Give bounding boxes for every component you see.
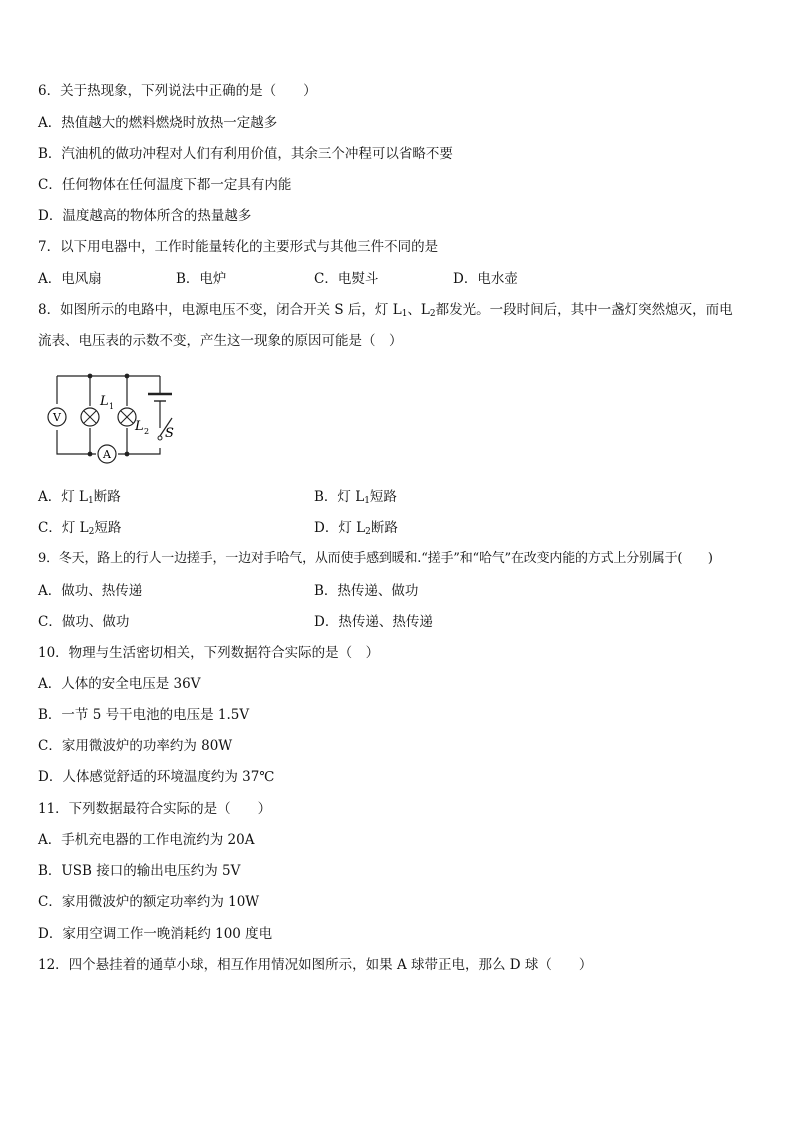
switch-terminal bbox=[158, 436, 162, 440]
q6-option-c: C．任何物体在任何温度下都一定具有内能 bbox=[38, 177, 292, 193]
q7-stem: 7．以下用电器中，工作时能量转化的主要形式与其他三件不同的是 bbox=[38, 239, 439, 255]
q11-option-d: D．家用空调工作一晚消耗约 100 度电 bbox=[38, 926, 273, 942]
q8-stem-part-a: 8．如图所示的电路中，电源电压不变，闭合开关 S 后，灯 L bbox=[38, 302, 402, 318]
q11-option-b: B．USB 接口的输出电压约为 5V bbox=[38, 863, 241, 879]
switch-label: S bbox=[165, 426, 174, 441]
junction-dot bbox=[125, 374, 130, 379]
q11-stem: 11．下列数据最符合实际的是（ ） bbox=[38, 801, 272, 817]
lamp-l2-symbol bbox=[118, 408, 136, 426]
q10-option-c: C．家用微波炉的功率约为 80W bbox=[38, 738, 233, 754]
q6-option-d: D．温度越高的物体所含的热量越多 bbox=[38, 208, 252, 224]
q12-stem: 12．四个悬挂着的通草小球，相互作用情况如图所示，如果 A 球带正电，那么 D 球（ ） bbox=[38, 957, 593, 973]
q8-stem-sub2: 2 bbox=[429, 309, 436, 319]
ammeter-symbol bbox=[98, 445, 116, 463]
q8-option-d: D．灯 $L_2$断路 bbox=[314, 520, 398, 537]
lamp-l2-label: L bbox=[135, 419, 144, 434]
q6-option-b: B．汽油机的做功冲程对人们有利用价值，其余三个冲程可以省略不要 bbox=[38, 146, 453, 162]
junction-dot bbox=[125, 452, 130, 457]
q10-option-a: A．人体的安全电压是 36V bbox=[38, 676, 201, 692]
junction-dot bbox=[88, 374, 93, 379]
q7-option-d: D．电水壶 bbox=[453, 271, 518, 287]
q8-stem-line2: 流表、电压表的示数不变，产生这一现象的原因可能是（ ） bbox=[38, 333, 403, 349]
q7-option-b: B．电炉 bbox=[176, 271, 227, 287]
wire-bottom-right bbox=[118, 448, 160, 454]
q8-stem-line1 bbox=[38, 300, 733, 324]
q10-stem: 10．物理与生活密切相关，下列数据符合实际的是（ ） bbox=[38, 645, 380, 661]
q8-option-a: A．灯 $L_1$断路 bbox=[38, 489, 121, 506]
q9-option-b: B．热传递、做功 bbox=[314, 583, 419, 599]
junction-dot bbox=[88, 452, 93, 457]
q7-option-a: A．电风扇 bbox=[38, 271, 102, 287]
q9-stem: 9．冬天，路上的行人一边搓手，一边对手哈气，从而使手感到暖和.“搓手”和“哈气”在改变内能的方式上分别属于( ) bbox=[38, 551, 713, 566]
svg-text:V: V bbox=[53, 411, 61, 424]
q10-option-b: B．一节 5 号干电池的电压是 1.5V bbox=[38, 707, 250, 723]
lamp-l1-symbol bbox=[81, 408, 99, 426]
svg-text:A: A bbox=[103, 448, 111, 461]
q6-stem: 6．关于热现象，下列说法中正确的是（ ） bbox=[38, 83, 317, 99]
q9-option-a: A．做功、热传递 bbox=[38, 583, 143, 599]
q9-option-c: C．做功、做功 bbox=[38, 614, 130, 630]
q7-option-c: C．电熨斗 bbox=[314, 271, 379, 287]
lamp-l1-subscript: 1 bbox=[109, 402, 115, 411]
q9-option-d: D．热传递、热传递 bbox=[314, 614, 433, 630]
lamp-l2-subscript: 2 bbox=[144, 427, 150, 436]
q8-stem-part-b: 、L bbox=[407, 302, 430, 318]
q11-option-a: A．手机充电器的工作电流约为 20A bbox=[38, 832, 255, 848]
q8-option-c: C．灯 $L_2$短路 bbox=[38, 520, 122, 537]
q8-stem-sub1: 1 bbox=[401, 309, 408, 319]
q11-option-c: C．家用微波炉的额定功率约为 10W bbox=[38, 894, 260, 910]
voltmeter-symbol bbox=[48, 408, 66, 426]
q8-option-b: B．灯 $L_1$短路 bbox=[314, 489, 397, 506]
q10-option-d: D．人体感觉舒适的环境温度约为 37℃ bbox=[38, 769, 275, 785]
q8-stem-part-c: 都发光。一段时间后，其中一盏灯突然熄灭，而电 bbox=[435, 302, 733, 318]
lamp-l1-label: L bbox=[100, 394, 109, 409]
circuit-diagram bbox=[40, 368, 190, 464]
q6-option-a: A．热值越大的燃料燃烧时放热一定越多 bbox=[38, 115, 278, 131]
